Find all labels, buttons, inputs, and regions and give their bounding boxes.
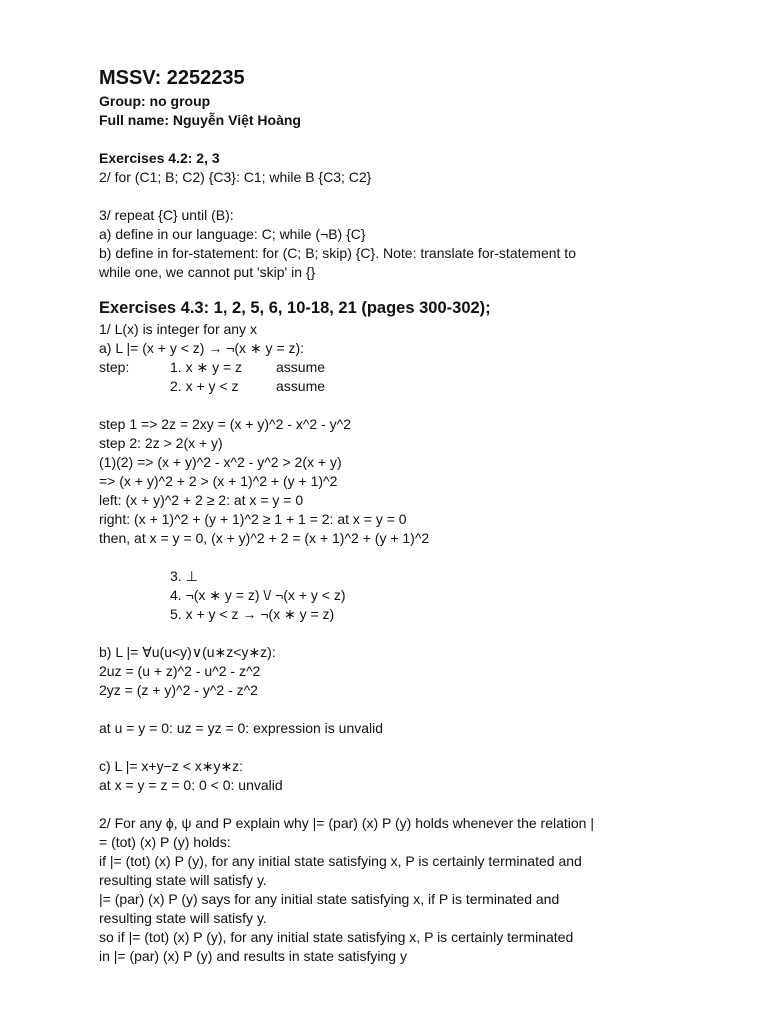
ex43-p1b-line: 2uz = (u + z)^2 - u^2 - z^2 — [99, 663, 261, 679]
calc-line: step 1 => 2z = 2xy = (x + y)^2 - x^2 - y^2 — [99, 416, 351, 432]
step-1-formula: 1. x ∗ y = z — [170, 359, 243, 375]
calc-line: step 2: 2z > 2(x + y) — [99, 435, 223, 451]
proof-step-4: 4. ¬(x ∗ y = z) \/ ¬(x + y < z) — [170, 587, 346, 603]
document-page — [99, 66, 719, 966]
proof-step-5: 5. x + y < z → ¬(x ∗ y = z) — [170, 606, 335, 622]
proof-step-3: 3. ⊥ — [170, 568, 198, 584]
calc-line: => (x + y)^2 + 2 > (x + 1)^2 + (y + 1)^2 — [99, 473, 338, 489]
step-2-note: assume — [276, 378, 326, 394]
calc-line: left: (x + y)^2 + 2 ≥ 2: at x = y = 0 — [99, 492, 304, 508]
ex43-p1-intro: 1/ L(x) is integer for any x — [99, 321, 257, 337]
step-1-note: assume — [276, 359, 326, 375]
ex43-p2-line: resulting state will satisfy y. — [99, 872, 267, 888]
ex42-answer-3b-line1: b) define in for-statement: for (C; B; skip) {C}. Note: translate for-statement to — [99, 245, 576, 261]
ex42-answer-2: 2/ for (C1; B; C2) {C3}: C1; while B {C3; C2} — [99, 169, 372, 185]
ex43-p2-line: in |= (par) (x) P (y) and results in state satisfying y — [99, 948, 407, 964]
proof-step-2 — [99, 377, 719, 396]
ex43-p2-line: |= (par) (x) P (y) says for any initial state satisfying x, if P is terminated and — [99, 891, 560, 907]
ex43-p1b-line: at u = y = 0: uz = yz = 0: expression is unvalid — [99, 720, 384, 736]
ex43-p1b: b) L |= ∀u(u<y)∨(u∗z<y∗z): — [99, 644, 276, 660]
calc-line: right: (x + 1)^2 + (y + 1)^2 ≥ 1 + 1 = 2: at x = y = 0 — [99, 511, 407, 527]
ex42-answer-3b-line2: while one, we cannot put 'skip' in {} — [99, 264, 316, 280]
ex42-answer-3: 3/ repeat {C} until (B): — [99, 207, 234, 223]
exercises-4-2-heading: Exercises 4.2: 2, 3 — [99, 150, 220, 166]
ex43-p2-line: = (tot) (x) P (y) holds: — [99, 834, 231, 850]
student-id: MSSV: 2252235 — [99, 67, 245, 89]
ex43-p2-line: if |= (tot) (x) P (y), for any initial state satisfying x, P is certainly terminated and — [99, 853, 582, 869]
step-2-formula: 2. x + y < z — [170, 378, 239, 394]
ex43-p2-line: resulting state will satisfy y. — [99, 910, 267, 926]
exercises-4-3-heading: Exercises 4.3: 1, 2, 5, 6, 10-18, 21 (pages 300-302); — [99, 299, 491, 317]
proof-step-1 — [99, 358, 719, 377]
ex43-p1c: c) L |= x+y−z < x∗y∗z: — [99, 758, 244, 774]
ex43-p1b-line: 2yz = (z + y)^2 - y^2 - z^2 — [99, 682, 258, 698]
group-line: Group: no group — [99, 93, 211, 109]
calc-line: then, at x = y = 0, (x + y)^2 + 2 = (x + 1)^2 + (y + 1)^2 — [99, 530, 430, 546]
ex43-p2-line: 2/ For any ϕ, ψ and P explain why |= (par) (x) P (y) holds whenever the relation | — [99, 815, 594, 831]
calc-line: (1)(2) => (x + y)^2 - x^2 - y^2 > 2(x + y) — [99, 454, 342, 470]
step-label: step: — [99, 359, 130, 375]
ex43-p1c-line: at x = y = z = 0: 0 < 0: unvalid — [99, 777, 283, 793]
ex43-p1a: a) L |= (x + y < z) → ¬(x ∗ y = z): — [99, 340, 305, 356]
ex43-p2-line: so if |= (tot) (x) P (y), for any initial state satisfying x, P is certainly terminated — [99, 929, 574, 945]
full-name-line: Full name: Nguyễn Việt Hoàng — [99, 112, 301, 128]
ex42-answer-3a: a) define in our language: C; while (¬B) {C} — [99, 226, 366, 242]
